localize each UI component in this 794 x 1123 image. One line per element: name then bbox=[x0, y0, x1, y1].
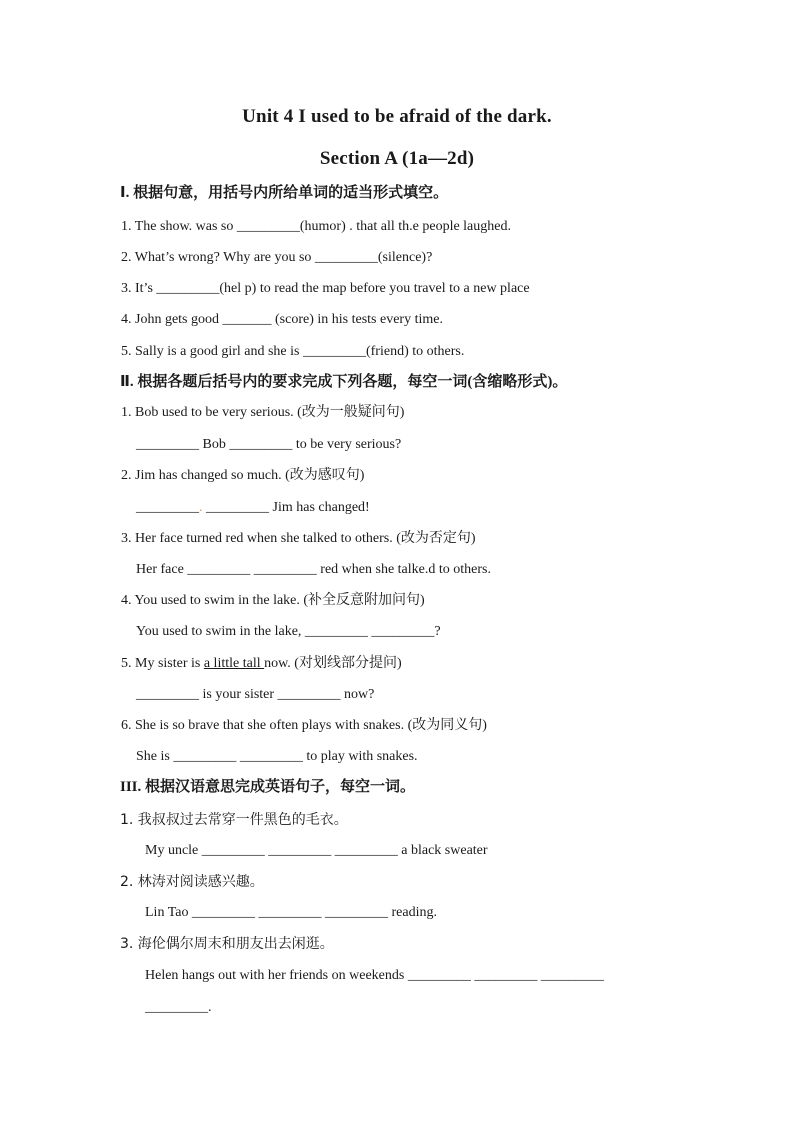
answer-2-dot: . bbox=[199, 500, 203, 515]
question-5-prefix: 5. My sister is bbox=[121, 656, 204, 671]
document-title: Unit 4 I used to be afraid of the dark. bbox=[242, 106, 552, 127]
section-2-answer-6: She is _________ _________ to play with snakes. bbox=[136, 749, 418, 764]
section-2-question-5 bbox=[121, 655, 402, 673]
answer-2-blank: _________ bbox=[136, 500, 199, 515]
document-subtitle: Section A (1a—2d) bbox=[319, 148, 475, 169]
section-2-answer-1: _________ Bob _________ to be very serious? bbox=[136, 437, 402, 452]
section-2-question-6: 6. She is so brave that she often plays with snakes. (改为同义句) bbox=[121, 718, 487, 733]
section-3-answer-2: Lin Tao _________ _________ _________ reading. bbox=[145, 905, 437, 920]
section-2-question-2: 2. Jim has changed so much. (改为感叹句) bbox=[121, 468, 365, 483]
section-3-question-3: 3. 海伦偶尔周末和朋友出去闲逛。 bbox=[120, 936, 334, 952]
section-2-heading: Ⅱ. 根据各题后括号内的要求完成下列各题，每空一词(含缩略形式)。 bbox=[120, 374, 568, 390]
section-3-question-2: 2. 林涛对阅读感兴趣。 bbox=[120, 874, 264, 890]
section-3-answer-3: Helen hangs out with her friends on weekends _________ _________ _________ bbox=[145, 968, 604, 983]
section-2-question-1: 1. Bob used to be very serious. (改为一般疑问句) bbox=[121, 405, 405, 420]
section-2-answer-4: You used to swim in the lake, _________ _________? bbox=[136, 624, 441, 639]
section-1-item-5: 5. Sally is a good girl and she is _________(friend) to others. bbox=[121, 344, 465, 359]
section-1-item-2: 2. What’s wrong? Why are you so _________(silence)? bbox=[121, 250, 433, 265]
section-3-answer-1: My uncle _________ _________ _________ a black sweater bbox=[145, 843, 488, 858]
section-3-heading: III. 根据汉语意思完成英语句子，每空一词。 bbox=[120, 779, 416, 795]
section-3-answer-3-continued: _________. bbox=[145, 1000, 212, 1015]
section-2-answer-3: Her face _________ _________ red when she talke.d to others. bbox=[136, 562, 491, 577]
section-3-question-1: 1. 我叔叔过去常穿一件黑色的毛衣。 bbox=[120, 812, 348, 828]
section-1-item-1: 1. The show. was so _________(humor) . that all th.e people laughed. bbox=[121, 219, 511, 234]
section-2-answer-5: _________ is your sister _________ now? bbox=[136, 687, 375, 702]
question-5-underlined: a little tall bbox=[203, 656, 265, 671]
section-2-question-4: 4. You used to swim in the lake. (补全反意附加问句) bbox=[121, 593, 425, 608]
section-1-heading: Ⅰ. 根据句意，用括号内所给单词的适当形式填空。 bbox=[120, 185, 449, 201]
section-2-question-3: 3. Her face turned red when she talked to others. (改为否定句) bbox=[121, 531, 476, 546]
section-1-item-3: 3. It’s _________(hel p) to read the map before you travel to a new place bbox=[121, 281, 530, 296]
section-1-item-4: 4. John gets good _______ (score) in his tests every time. bbox=[121, 312, 443, 327]
section-2-answer-2 bbox=[136, 499, 370, 517]
question-5-suffix: now. (对划线部分提问) bbox=[264, 656, 402, 671]
answer-2-rest: _________ Jim has changed! bbox=[202, 500, 370, 515]
